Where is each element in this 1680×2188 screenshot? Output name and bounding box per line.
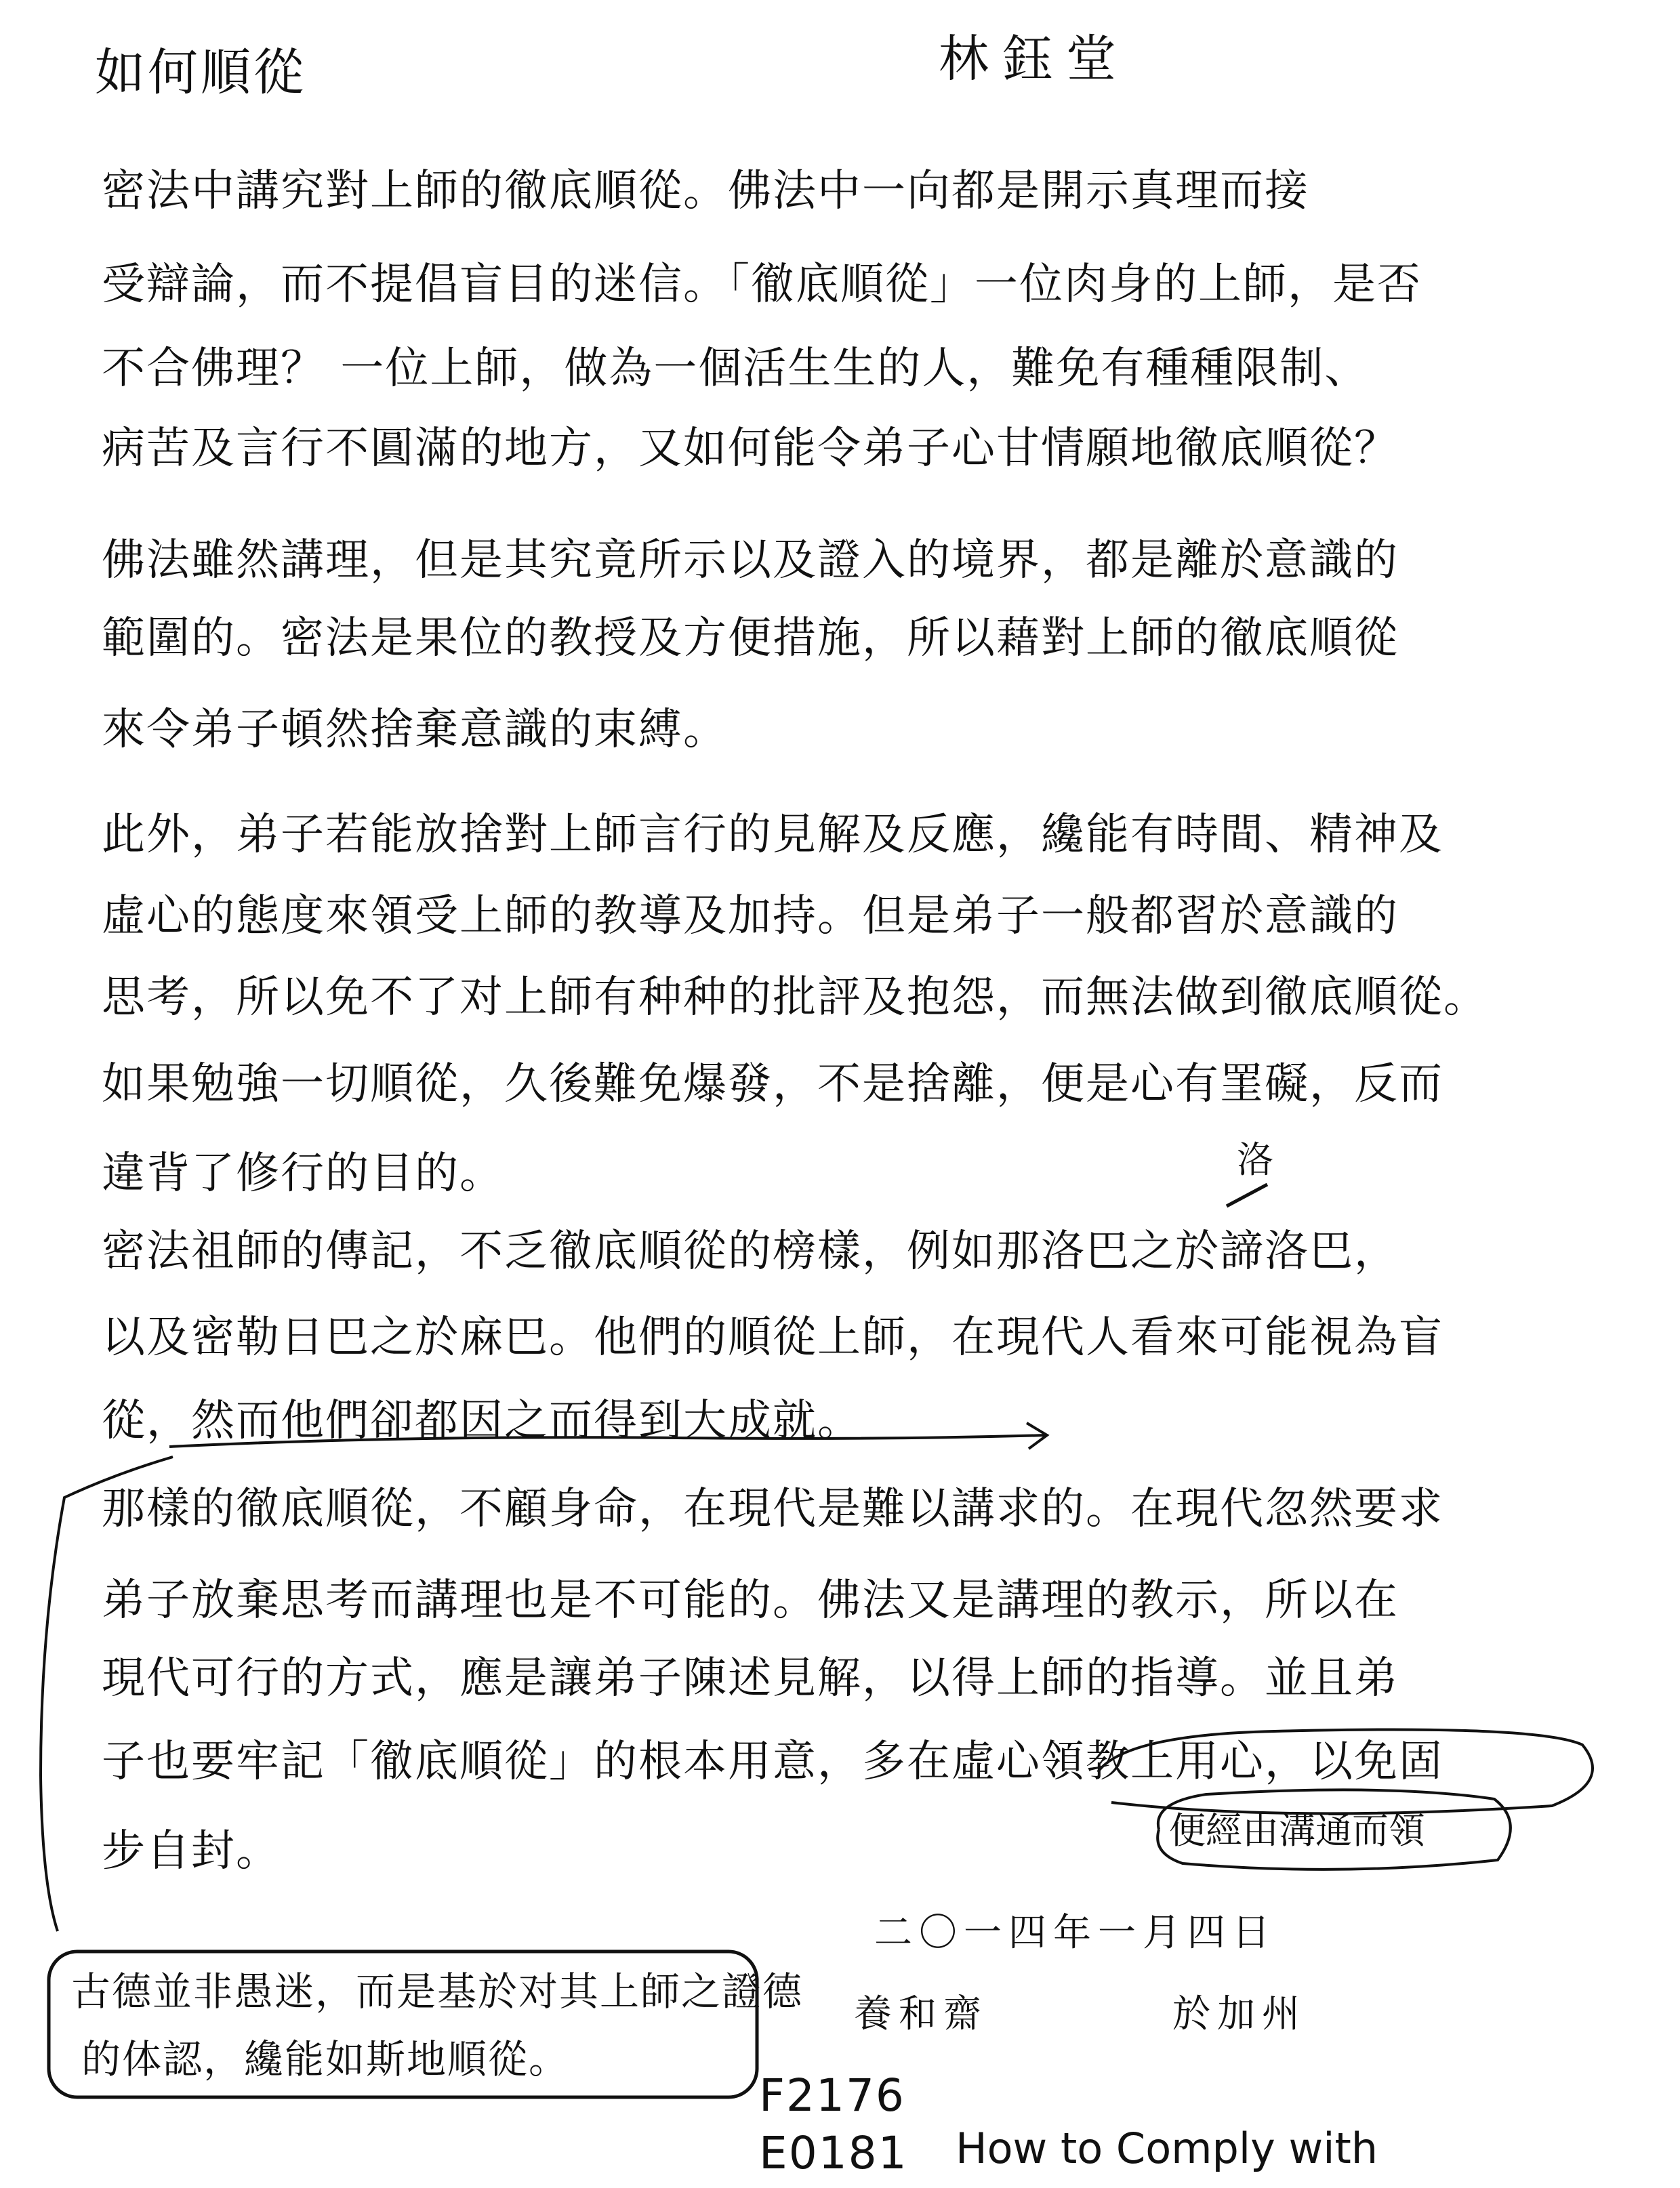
body-line: 病苦及言行不圓滿的地方，又如何能令弟子心甘情願地徹底順從？: [102, 424, 1399, 474]
date: 二〇一四年一月四日: [874, 1911, 1277, 1955]
body-line: 步自封。: [102, 1826, 281, 1876]
body-line: 以及密勒日巴之於麻巴。他們的順從上師，在現代人看來可能視為盲: [102, 1313, 1443, 1363]
body-line: 來令弟子頓然捨棄意識的束縛。: [102, 705, 728, 755]
body-line: 虛心的態度來領受上師的教導及加持。但是弟子一般都習於意識的: [102, 891, 1399, 941]
body-line: 違背了修行的目的。: [102, 1149, 504, 1199]
document-title: 如何順從: [95, 43, 306, 102]
body-line: 弟子放棄思考而講理也是不可能的。佛法又是講理的教示，所以在: [102, 1575, 1399, 1626]
body-line: 受辯論，而不提倡盲目的迷信。「徹底順從」一位肉身的上師，是否: [102, 260, 1422, 310]
file-code-e: E0181: [759, 2127, 908, 2179]
body-line: 範圍的。密法是果位的教授及方便措施，所以藉對上師的徹底順從: [102, 613, 1399, 663]
place: 於加州: [1172, 1992, 1307, 2036]
body-line: 此外，弟子若能放捨對上師言行的見解及反應，纔能有時間、精神及: [102, 810, 1443, 860]
insertion-note: 便經由溝通而領: [1169, 1809, 1425, 1852]
english-title: How to Comply with: [956, 2124, 1378, 2173]
body-line: 密法祖師的傳記，不乏徹底順從的榜樣，例如那洛巴之於諦洛巴，: [102, 1226, 1399, 1277]
margin-note-line: 古德並非愚迷，而是基於对其上師之證德: [71, 1968, 804, 2015]
body-line: 佛法雖然講理，但是其究竟所示以及證入的境界，都是離於意識的: [102, 535, 1399, 585]
body-line: 不合佛理？ 一位上師，做為一個活生生的人，難免有種種限制、: [102, 344, 1370, 394]
insertion-underline: [169, 1435, 1047, 1447]
insertion-oval: [1157, 1790, 1511, 1869]
body-line: 思考，所以免不了对上師有种种的批評及抱怨，而無法做到徹底順從。: [102, 972, 1488, 1023]
strike-mark: [1227, 1184, 1267, 1206]
signature: 養和齋: [854, 1992, 988, 2036]
body-line: 子也要牢記「徹底順從」的根本用意，多在虛心領教上用心，以免固: [102, 1737, 1443, 1787]
body-line: 那樣的徹底順從，不顧身命，在現代是難以講求的。在現代忽然要求: [102, 1484, 1443, 1534]
oval-mark: [1098, 1730, 1593, 1814]
body-line: 從，然而他們卻都因之而得到大成就。: [102, 1396, 862, 1446]
author-name: 林鈺堂: [939, 30, 1130, 88]
margin-note-box: [49, 1952, 757, 2097]
correction-above: 洛: [1237, 1138, 1273, 1181]
body-line: 如果勉強一切順從，久後難免爆發，不是捨離，便是心有罣礙，反而: [102, 1059, 1443, 1109]
file-code-f: F2176: [759, 2069, 905, 2122]
margin-note-line: 的体認，纔能如斯地順從。: [81, 2036, 570, 2082]
bracket-curve: [41, 1457, 173, 1931]
body-line: 現代可行的方式，應是讓弟子陳述見解，以得上師的指導。並且弟: [102, 1653, 1399, 1704]
body-line: 密法中講究對上師的徹底順從。佛法中一向都是開示真理而接: [102, 166, 1309, 216]
